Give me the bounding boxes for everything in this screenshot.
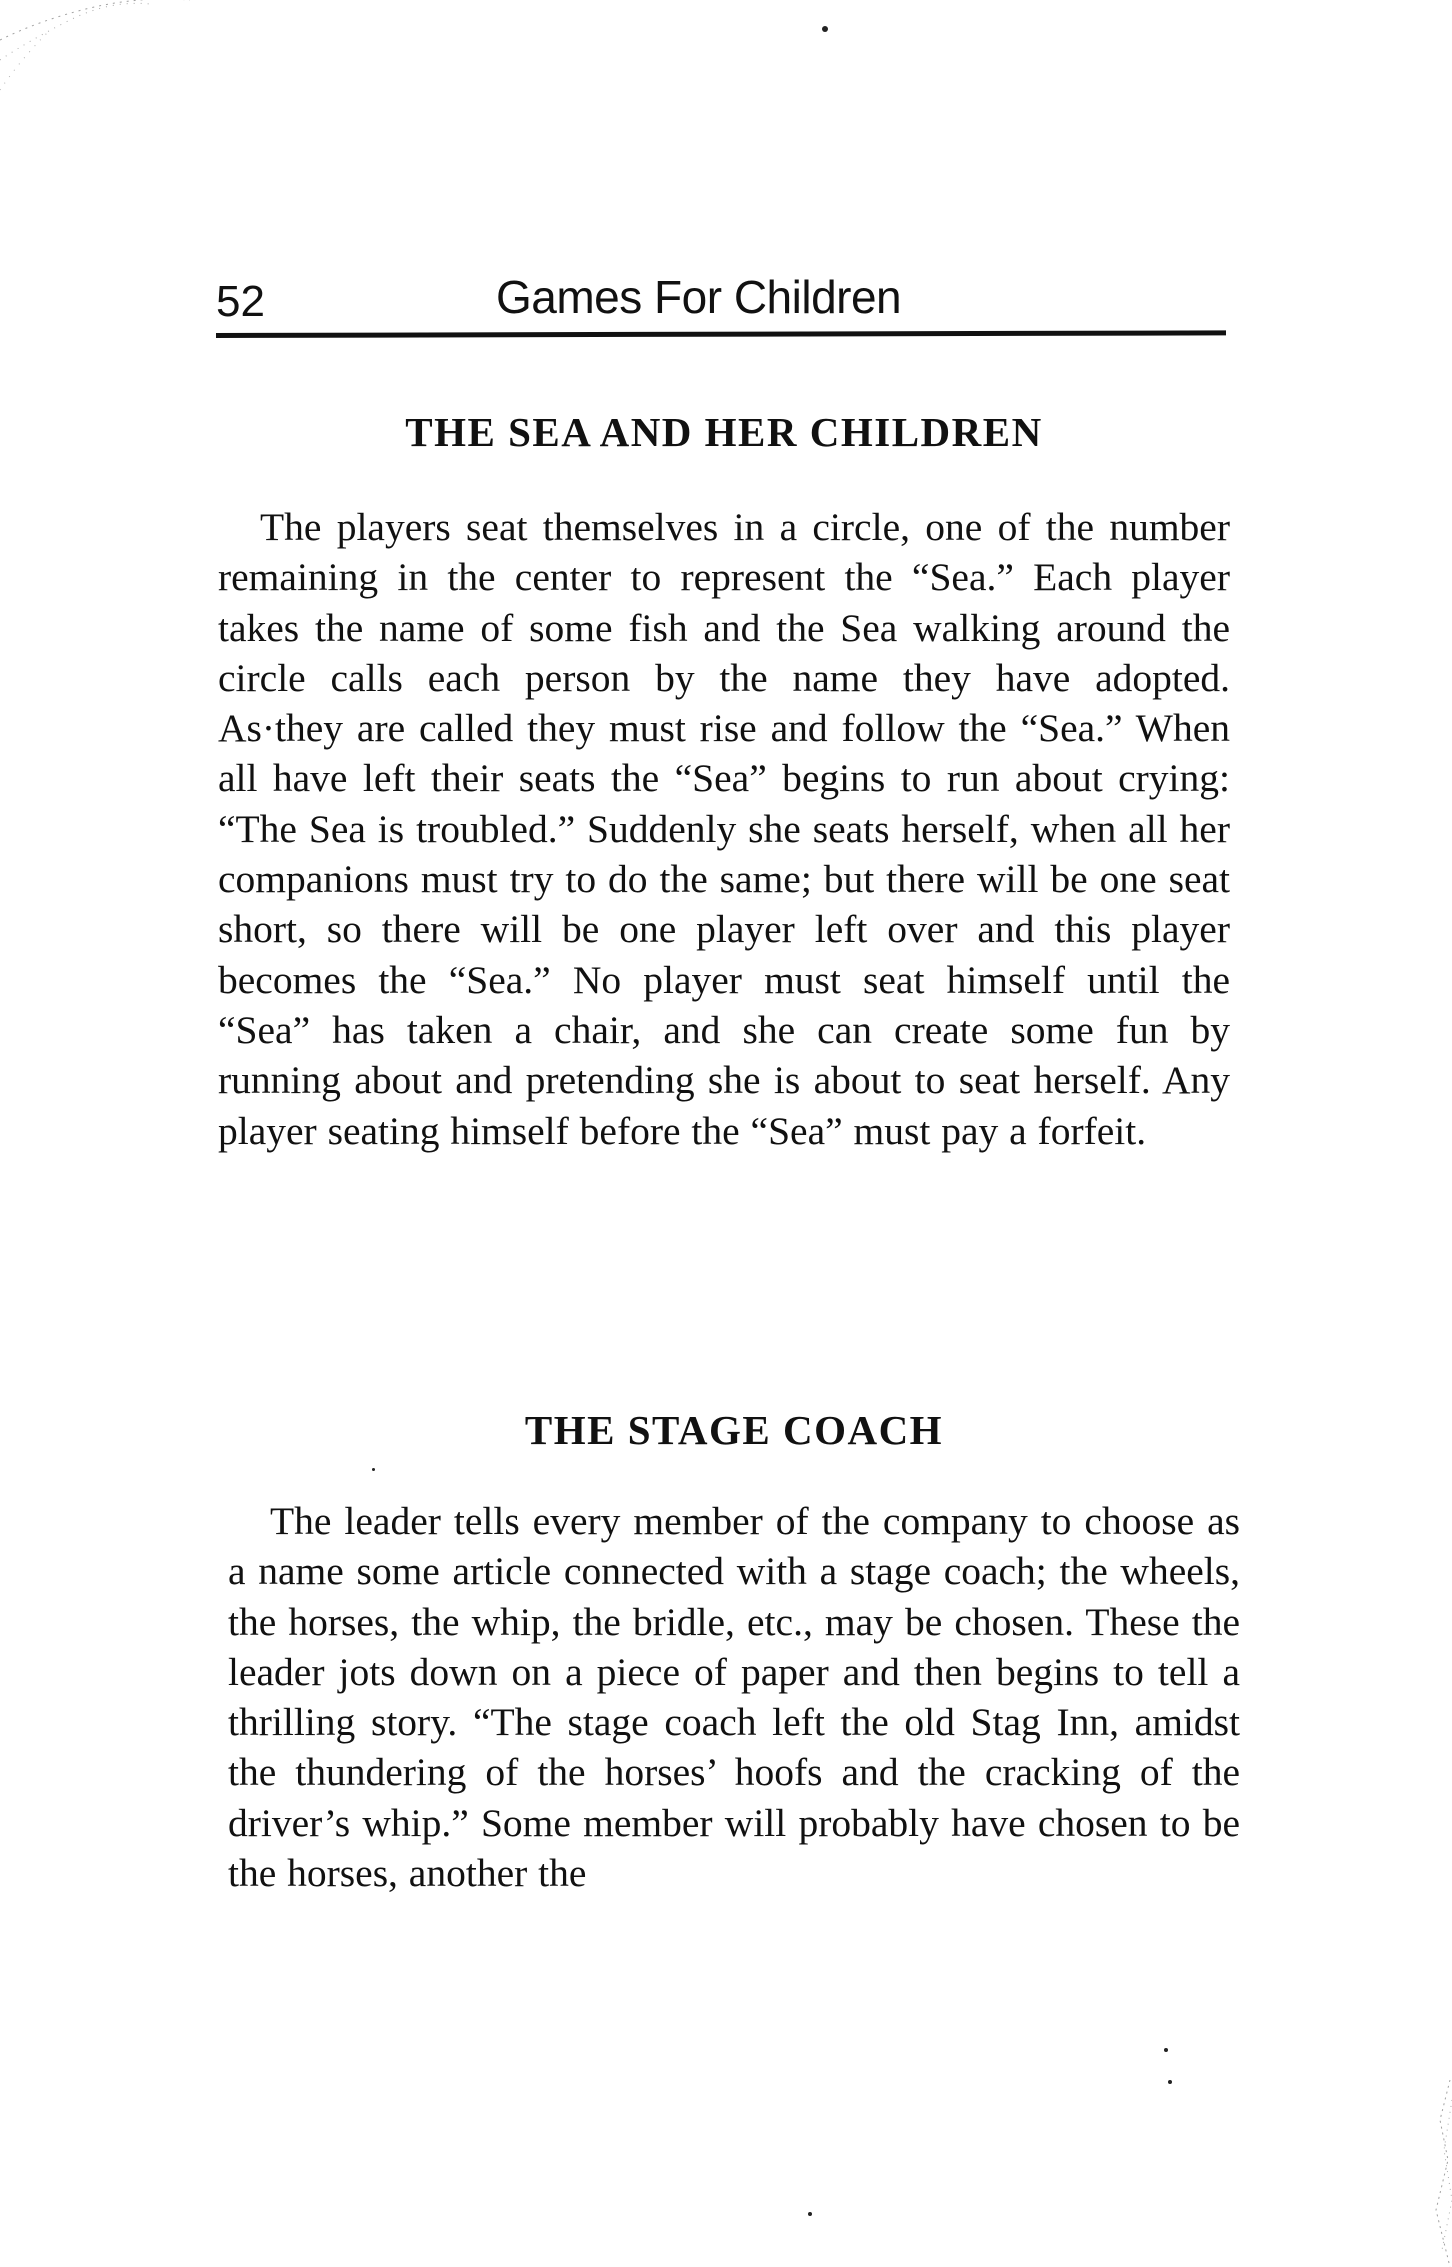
scan-speck xyxy=(808,2212,812,2216)
section-heading: THE STAGE COACH xyxy=(524,1407,944,1453)
scan-smudge-bottom-right xyxy=(1410,2080,1452,2267)
section-body: The players seat themselves in a circle, one of the number remaining in the center to represent the “Sea.” Each player takes the name of some fish and the Sea walking around the circle calls each person by the name they have adopted. As·they are called they must rise and follow the “Sea.” When all have left their seats the “Sea” begins to run about crying: “The Sea is troubled.” Suddenly she seats herself, when all her companions must try to do the same; but there will be one seat short, so there will be one player left over and this player becomes the “Sea.” No player must seat himself until the “Sea” has taken a chair, and she can create some fun by running about and pretending she is about to seat herself. Any player seating himself before the “Sea” must pay a forfeit. xyxy=(218,505,1230,1153)
section-heading: THE SEA AND HER CHILDREN xyxy=(405,409,1043,455)
running-head xyxy=(216,262,1226,334)
page-number: 52 xyxy=(216,277,265,326)
running-title: Games For Children xyxy=(496,271,902,323)
scan-speck xyxy=(1168,2080,1172,2084)
scan-smudge-top-left xyxy=(0,0,200,120)
section-stage-coach xyxy=(228,1400,1240,1898)
scan-speck xyxy=(822,26,828,32)
section-sea-and-her-children xyxy=(218,402,1230,1156)
section-body: The leader tells every member of the company to choose as a name some article connected with a stage coach; the wheels, the horses, the whip, the bridle, etc., may be chosen. These the leader jots down on a piece of paper and then begins to tell a thrilling story. “The stage coach left the old Stag Inn, amidst the thundering of the horses’ hoofs and the cracking of the driver’s whip.” Some member will probably have chosen to be the horses, another the xyxy=(228,1499,1240,1896)
scan-speck xyxy=(1164,2048,1168,2052)
